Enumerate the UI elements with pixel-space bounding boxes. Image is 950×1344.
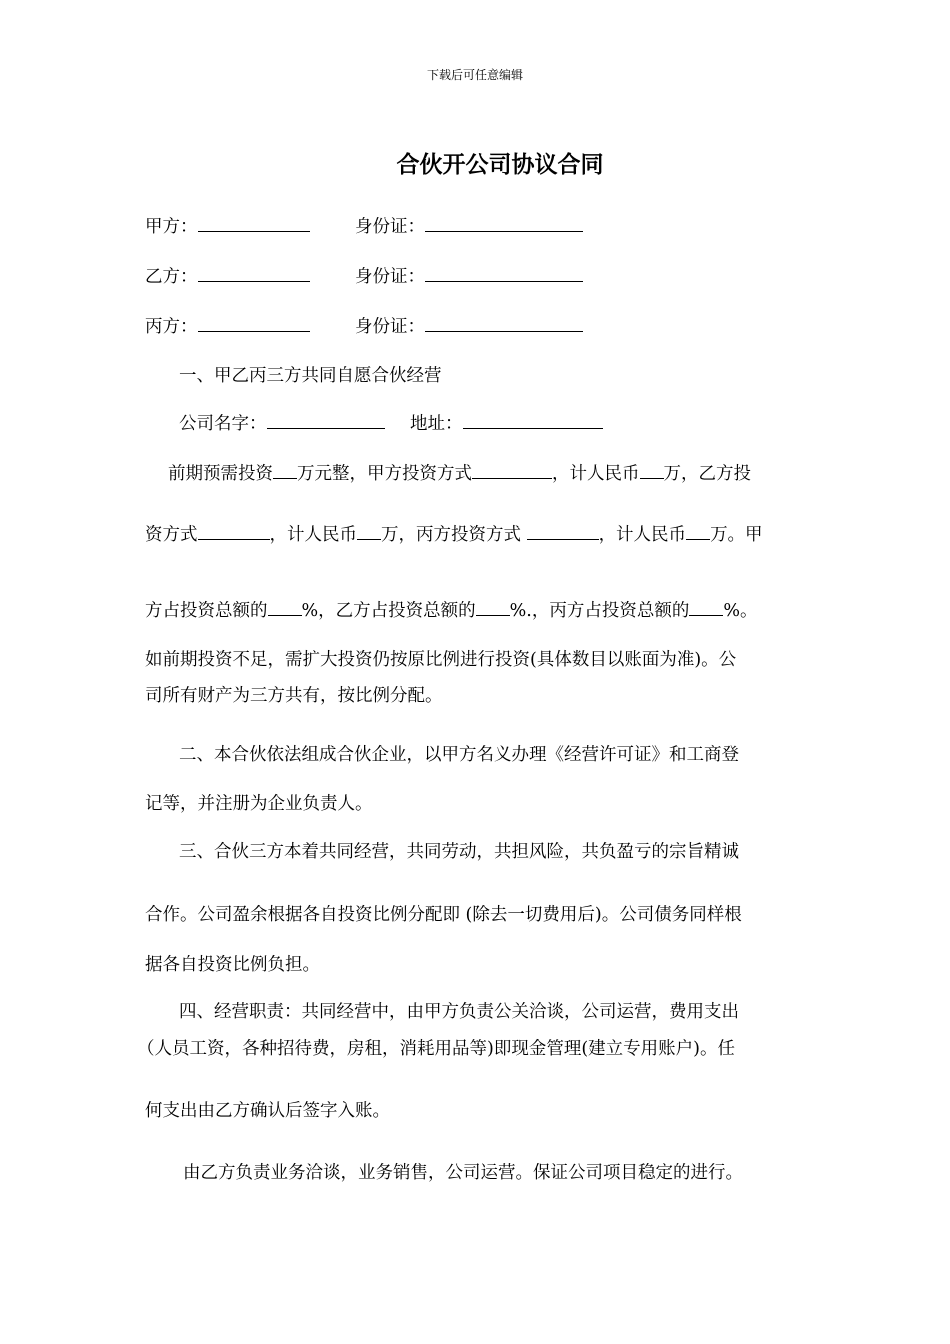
text: %.，丙方占投资总额的	[509, 601, 690, 621]
party-a-label: 甲方：	[145, 217, 198, 237]
text: ，计人民币	[552, 464, 640, 484]
party-b-method-blank[interactable]	[198, 521, 270, 540]
company-name-label: 公司名字：	[179, 414, 267, 434]
clause-3-line-1: 三、合伙三方本着共同经营，共同劳动，共担风险，共负盈亏的宗旨精诚	[179, 842, 739, 862]
text: %。	[723, 601, 758, 621]
text: 万。甲	[710, 525, 763, 545]
party-b-id-label: 身份证：	[355, 267, 425, 287]
clause-2-line-2: 记等，并注册为企业负责人。	[145, 794, 373, 814]
party-a-method-blank[interactable]	[472, 460, 552, 479]
clause-2-line-1: 二、本合伙依法组成合伙企业，以甲方名义办理《经营许可证》和工商登	[179, 745, 739, 765]
text: 方占投资总额的	[145, 601, 268, 621]
party-c-name-blank[interactable]	[198, 313, 310, 332]
text: ，计人民币	[598, 525, 687, 545]
party-c-row	[145, 313, 310, 339]
party-c-id-label: 身份证：	[355, 317, 425, 337]
text: 万，乙方投	[663, 464, 751, 484]
address-row	[410, 410, 603, 436]
clause-1-line-5: 司所有财产为三方共有，按比例分配。	[145, 686, 443, 706]
text: 万，丙方投资方式	[381, 525, 527, 545]
clause-1-line-3	[145, 597, 757, 623]
text: 前期预需投资	[168, 464, 273, 484]
clause-4-line-4: 由乙方负责业务洽谈，业务销售，公司运营。保证公司项目稳定的进行。	[183, 1163, 743, 1183]
party-b-name-blank[interactable]	[198, 263, 310, 282]
party-a-id-label: 身份证：	[355, 217, 425, 237]
total-investment-blank[interactable]	[273, 460, 297, 479]
party-b-percent-blank[interactable]	[476, 597, 510, 616]
party-c-amount-blank[interactable]	[686, 521, 710, 540]
party-b-id-blank[interactable]	[425, 263, 583, 282]
clause-4-line-2: （人员工资，各种招待费，房租，消耗用品等)即现金管理(建立专用账户)。任	[137, 1039, 735, 1059]
document-title: 合伙开公司协议合同	[396, 151, 604, 178]
text: 万元整，甲方投资方式	[297, 464, 472, 484]
party-c-id-blank[interactable]	[425, 313, 583, 332]
party-b-id-row	[355, 263, 583, 289]
party-a-row	[145, 213, 310, 239]
party-b-label: 乙方：	[145, 267, 198, 287]
party-a-name-blank[interactable]	[198, 213, 310, 232]
company-name-blank[interactable]	[267, 410, 385, 429]
clause-1-line-2	[145, 521, 763, 547]
party-b-amount-blank[interactable]	[357, 521, 381, 540]
clause-1-line-4: 如前期投资不足，需扩大投资仍按原比例进行投资(具体数目以账面为准)。公	[145, 650, 737, 670]
clause-1-line-1	[168, 460, 751, 486]
text: 资方式	[145, 525, 198, 545]
party-a-percent-blank[interactable]	[268, 597, 302, 616]
text: %，乙方占投资总额的	[301, 601, 476, 621]
company-name-row	[179, 410, 385, 436]
party-a-id-blank[interactable]	[425, 213, 583, 232]
clause-4-line-3: 何支出由乙方确认后签字入账。	[145, 1101, 390, 1121]
party-a-amount-blank[interactable]	[640, 460, 664, 479]
party-c-percent-blank[interactable]	[689, 597, 723, 616]
party-c-method-blank[interactable]	[527, 521, 599, 540]
party-c-id-row	[355, 313, 583, 339]
party-a-id-row	[355, 213, 583, 239]
clause-3-line-2: 合作。公司盈余根据各自投资比例分配即 (除去一切费用后)。公司债务同样根	[145, 905, 742, 925]
party-b-row	[145, 263, 310, 289]
page-header: 下载后可任意编辑	[426, 68, 523, 82]
address-blank[interactable]	[463, 410, 603, 429]
address-label: 地址：	[410, 414, 463, 434]
clause-4-line-1: 四、经营职责：共同经营中，由甲方负责公关洽谈，公司运营，费用支出	[179, 1002, 739, 1022]
party-c-label: 丙方：	[145, 317, 198, 337]
text: ，计人民币	[269, 525, 357, 545]
clause-1-heading: 一、甲乙丙三方共同自愿合伙经营	[179, 366, 442, 386]
clause-3-line-3: 据各自投资比例负担。	[145, 955, 320, 975]
